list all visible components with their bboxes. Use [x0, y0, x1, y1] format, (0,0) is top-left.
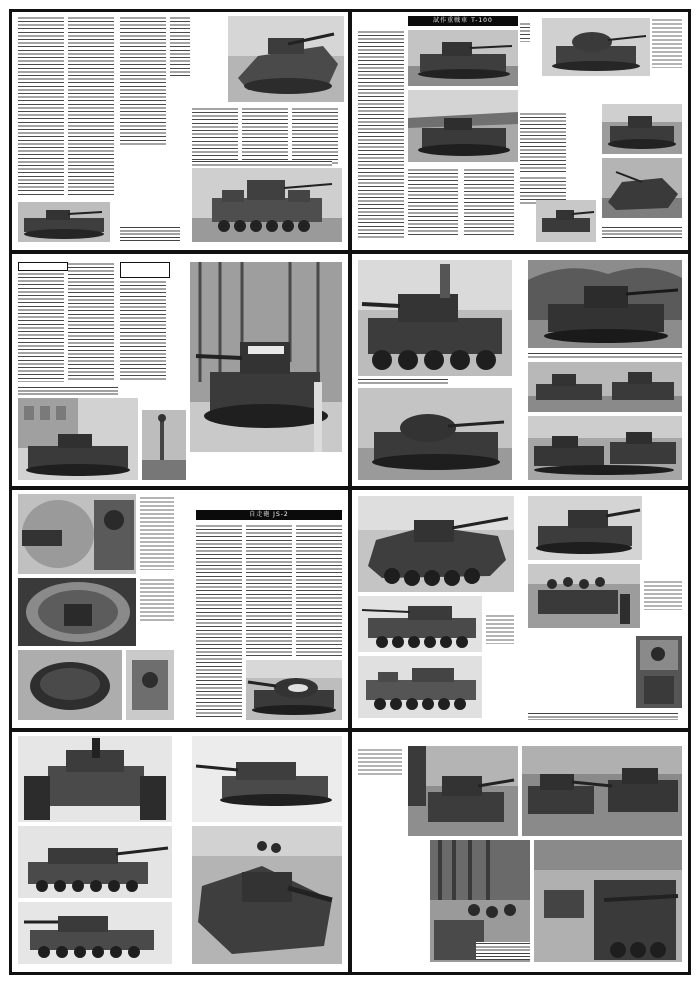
tank-photo — [528, 260, 682, 348]
sp-gun-photo — [18, 736, 172, 822]
tank-photo — [408, 30, 518, 86]
text-column — [18, 272, 64, 382]
text-column — [18, 16, 64, 196]
spread-8 — [352, 732, 688, 972]
spread-grid — [9, 9, 691, 975]
text-column — [520, 22, 530, 42]
section-heading — [18, 262, 68, 271]
text-column — [464, 168, 514, 238]
sp-gun-photo — [522, 746, 682, 836]
section-heading: 自走砲 JS-2 — [196, 510, 342, 520]
tank-photo — [528, 362, 682, 412]
text-column — [196, 524, 242, 720]
spread-4 — [352, 254, 688, 486]
tank-photo — [602, 158, 682, 218]
sp-gun-photo — [408, 746, 518, 836]
text-column — [246, 524, 292, 656]
sp-gun-photo — [192, 736, 342, 822]
photo-caption — [528, 712, 678, 720]
section-heading: 試作重戦車 T-100 — [408, 16, 518, 26]
text-column — [292, 107, 338, 165]
photo-caption — [476, 942, 530, 960]
hatch-detail-photo — [126, 650, 174, 720]
sp-gun-photo — [358, 496, 514, 592]
text-column — [120, 16, 166, 146]
text-column — [140, 496, 174, 570]
photo-caption — [602, 226, 682, 238]
hatch-detail-photo — [18, 650, 122, 720]
photo-caption — [192, 160, 332, 166]
tank-photo — [246, 660, 342, 720]
text-column — [140, 578, 174, 622]
sp-gun-photo — [192, 826, 342, 964]
text-column — [408, 168, 458, 238]
text-column — [68, 16, 114, 196]
hatch-detail-photo — [18, 494, 136, 574]
text-column — [644, 580, 682, 610]
sp-gun-photo — [534, 840, 682, 962]
text-column — [486, 614, 514, 644]
spread-1 — [12, 12, 348, 250]
tank-photo — [18, 398, 138, 480]
sp-gun-photo — [358, 656, 482, 718]
text-column — [296, 524, 342, 656]
tank-photo — [18, 202, 110, 242]
spread-3 — [12, 254, 348, 486]
photo-caption — [528, 352, 682, 358]
section-heading — [120, 262, 170, 278]
text-column — [358, 30, 404, 238]
spread-7 — [12, 732, 348, 972]
sp-gun-photo — [528, 496, 642, 560]
tank-photo — [228, 16, 344, 102]
soldiers-photo — [636, 636, 682, 708]
tank-photo — [18, 902, 172, 964]
photo-caption — [120, 226, 180, 242]
spread-2 — [352, 12, 688, 250]
text-column — [170, 16, 190, 76]
soldiers-photo — [528, 564, 640, 628]
photo-caption — [18, 386, 118, 396]
hatch-detail-photo — [18, 578, 136, 646]
text-column — [520, 112, 566, 172]
tank-photo — [190, 262, 342, 452]
text-column — [242, 107, 288, 165]
tank-photo — [358, 260, 512, 376]
tank-photo — [602, 104, 682, 154]
spread-5 — [12, 490, 348, 728]
sp-gun-photo — [18, 826, 172, 898]
tank-photo — [192, 168, 342, 242]
tank-photo — [142, 410, 186, 480]
text-column — [120, 280, 166, 380]
text-column — [192, 107, 238, 165]
spread-6 — [352, 490, 688, 728]
tank-photo — [542, 18, 650, 76]
text-column — [358, 748, 402, 776]
photo-caption — [358, 378, 448, 384]
text-column — [652, 18, 682, 68]
tank-photo — [528, 416, 682, 480]
tank-photo — [536, 200, 596, 242]
text-column — [68, 262, 114, 382]
tank-photo — [408, 90, 518, 162]
sp-gun-photo — [358, 596, 482, 652]
tank-photo — [358, 388, 512, 480]
